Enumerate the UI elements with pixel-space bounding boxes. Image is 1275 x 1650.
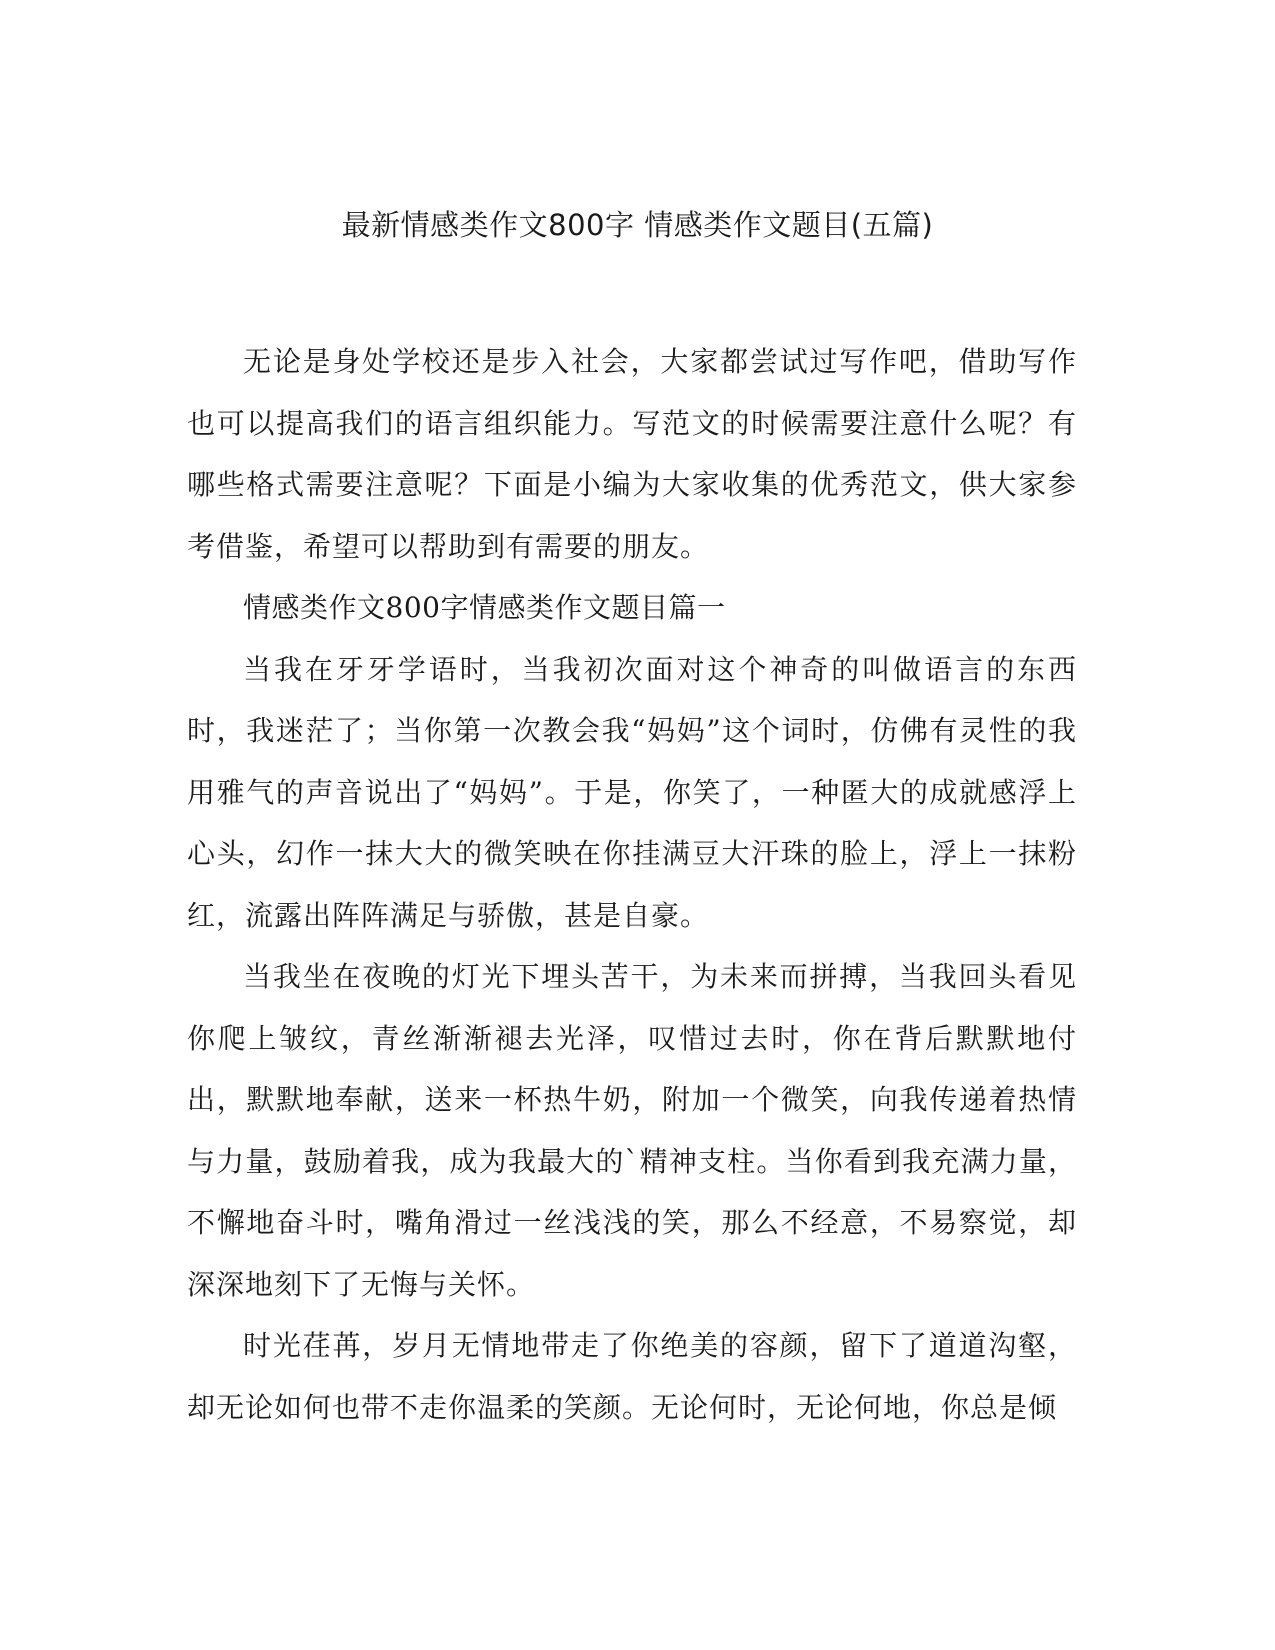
body-paragraph: 当我在牙牙学语时，当我初次面对这个神奇的叫做语言的东西时，我迷茫了；当你第一次教会我“妈妈”这个词时，仿佛有灵性的我用雅气的声音说出了“妈妈”。于是，你笑了，一种匿大的成就感浮上心头，幻作一抹大大的微笑映在你挂满豆大汗珠的脸上，浮上一抹粉红，流露出阵阵满足与骄傲，甚是自豪。: [187, 652, 1077, 932]
intro-paragraph: 无论是身处学校还是步入社会，大家都尝试过写作吧，借助写作也可以提高我们的语言组织能力。写范文的时候需要注意什么呢？有哪些格式需要注意呢？下面是小编为大家收集的优秀范文，供大家参考借鉴，希望可以帮助到有需要的朋友。: [187, 345, 1077, 563]
body-paragraph: 当我坐在夜晚的灯光下埋头苦干，为未来而拼搏，当我回头看见你爬上皱纹，青丝渐渐褪去光泽，叹惜过去时，你在背后默默地付出，默默地奉献，送来一杯热牛奶，附加一个微笑，向我传递着热情与力量，鼓励着我，成为我最大的`精神支柱。当你看到我充满力量，不懈地奋斗时，嘴角滑过一丝浅浅的笑，那么不经意，不易察觉，却深深地刻下了无悔与关怀。: [187, 960, 1077, 1301]
document-body: [187, 331, 1077, 1438]
document-title: 最新情感类作文800字 情感类作文题目(五篇): [341, 208, 934, 242]
section-heading: 情感类作文800字情感类作文题目篇一: [243, 591, 726, 624]
body-paragraph: 时光荏苒，岁月无情地带走了你绝美的容颜，留下了道道沟壑，却无论如何也带不走你温柔的笑颜。无论何时，无论何地，你总是倾: [187, 1329, 1077, 1424]
